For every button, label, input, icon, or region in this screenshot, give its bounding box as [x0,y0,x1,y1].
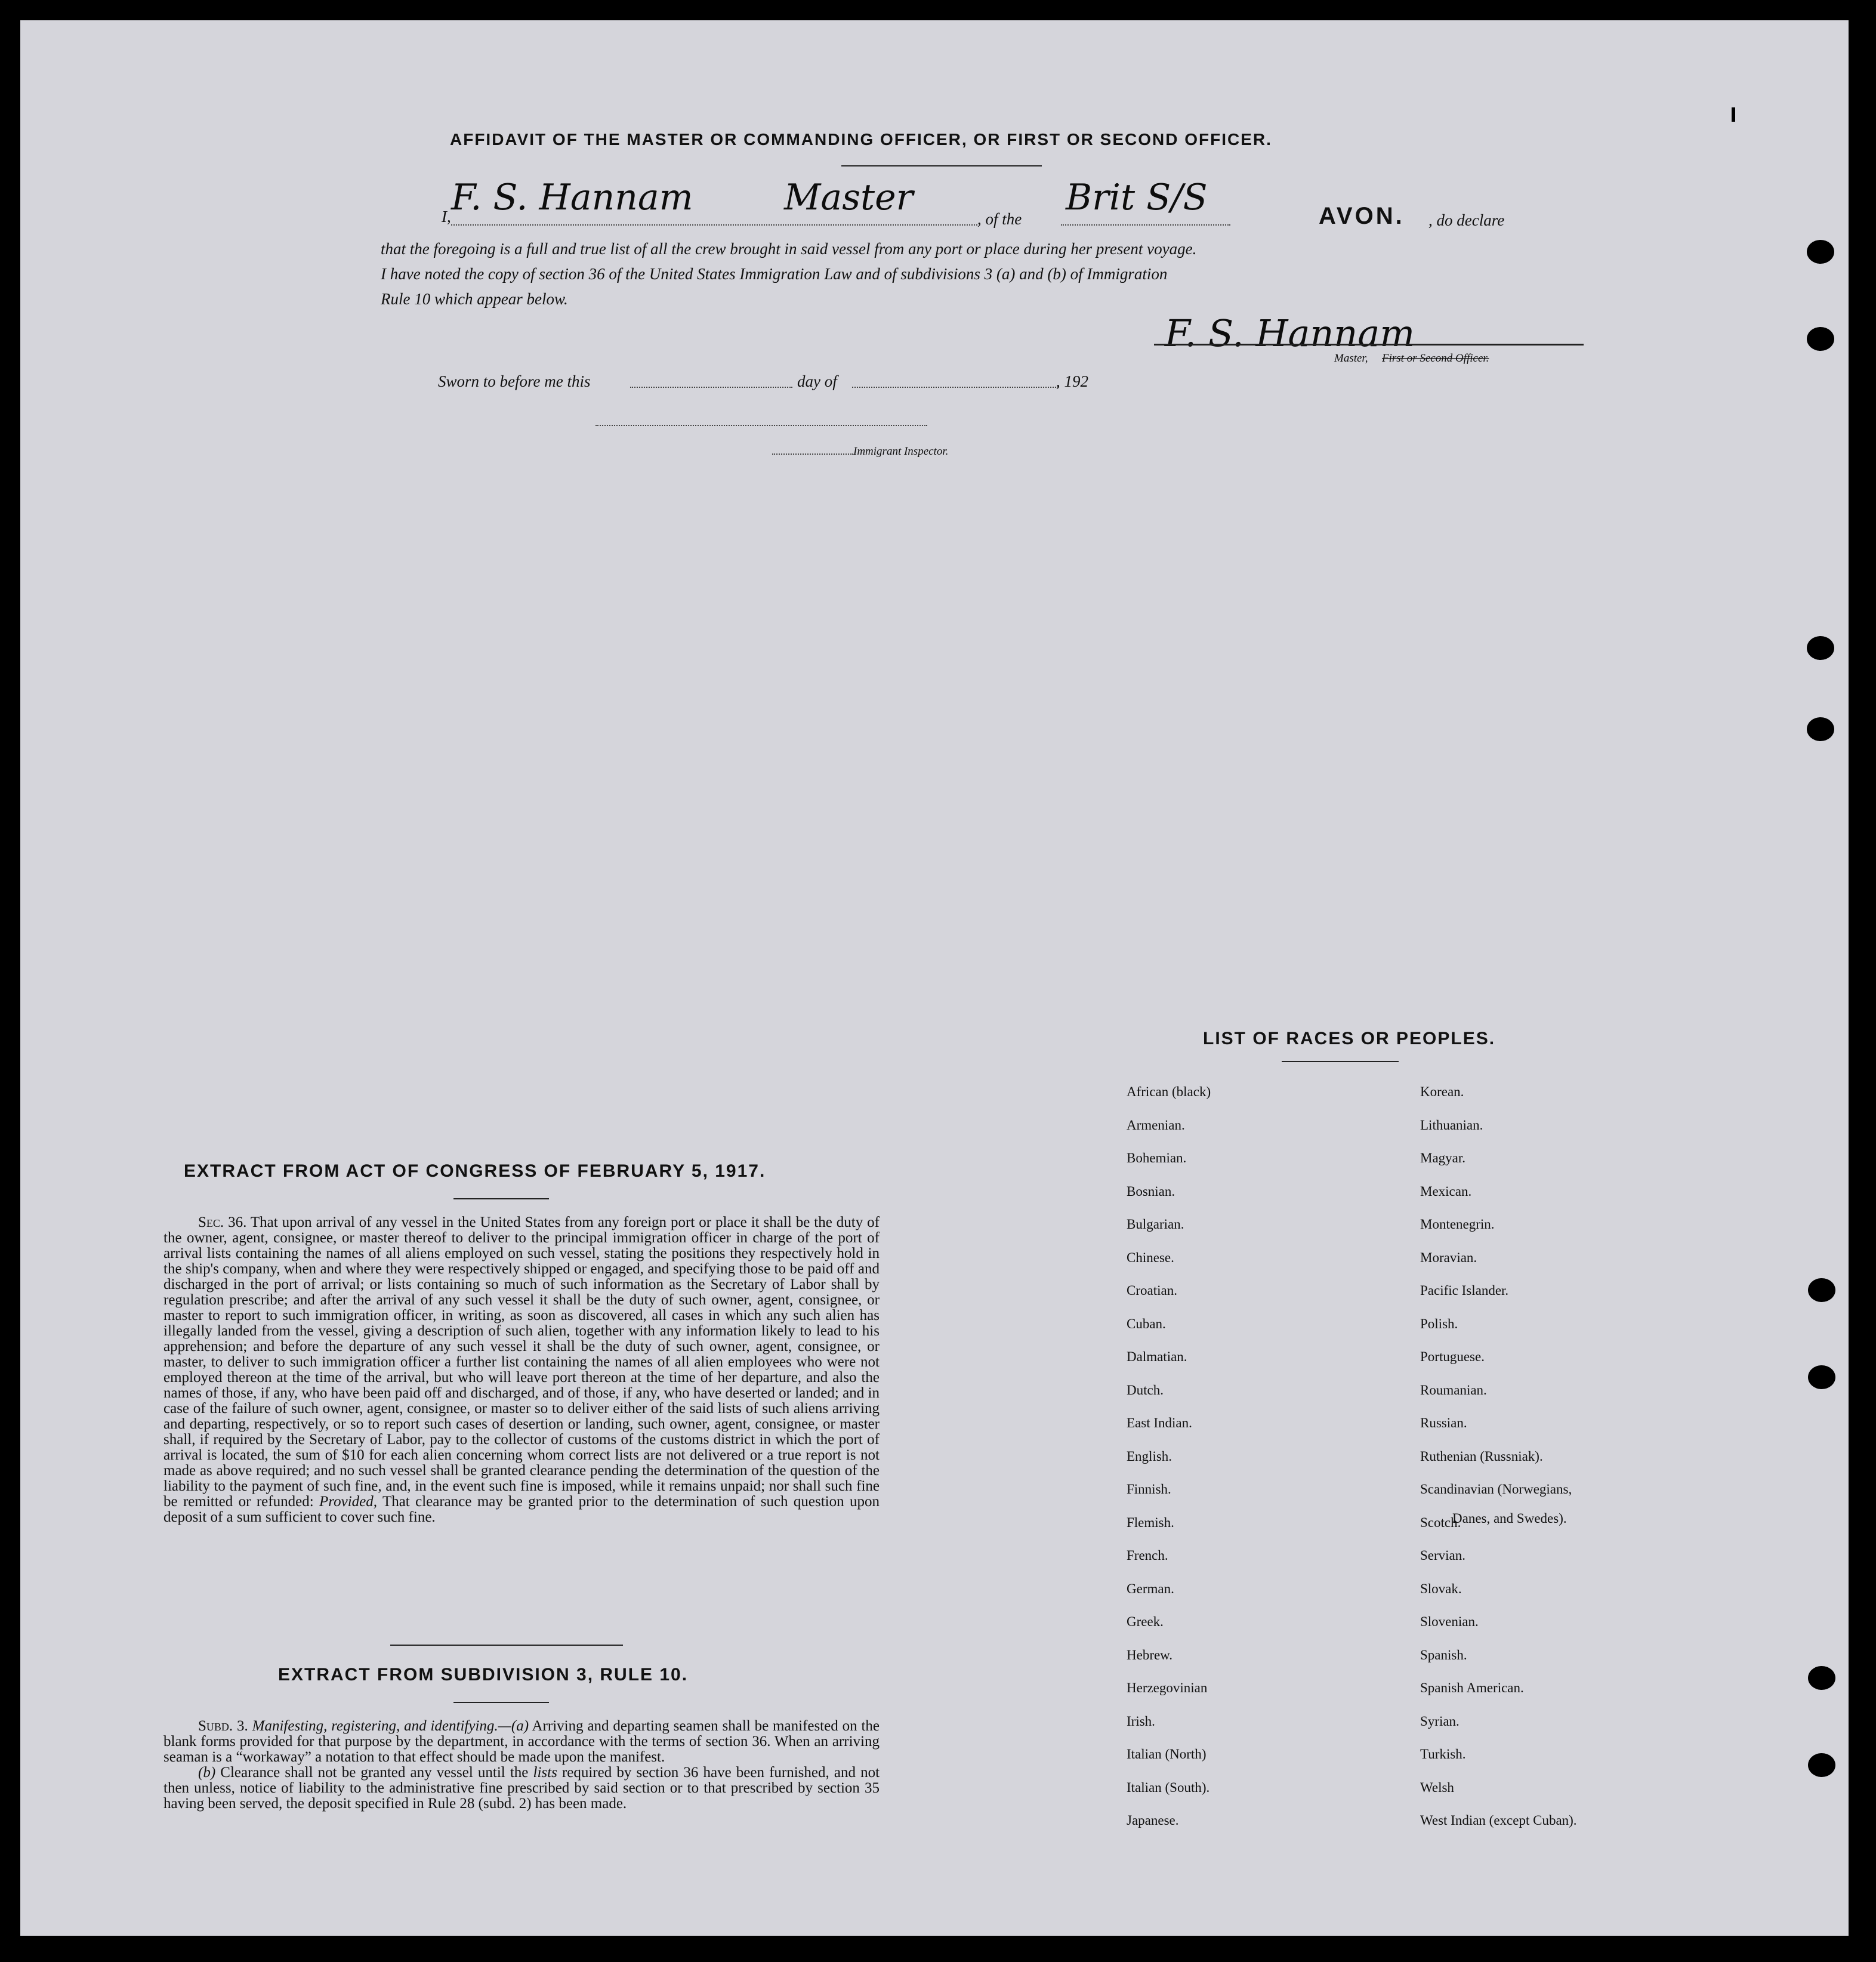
race-item: Turkish. [1420,1747,1466,1762]
race-item: Mexican. [1420,1183,1472,1199]
races-title: LIST OF RACES OR PEOPLES. [1203,1029,1496,1048]
race-item: Irish. [1127,1713,1155,1729]
race-item: Bulgarian. [1127,1217,1184,1232]
act-title: EXTRACT FROM ACT OF CONGRESS OF FEBRUARY 5, 1917. [184,1161,766,1181]
punch-hole [1808,1365,1835,1389]
vessel-name-stamp: AVON. [1319,203,1405,229]
year-suffix: , 192 [1056,372,1088,390]
signature-caption-struck: First or Second Officer. [1382,352,1489,365]
rule-title: EXTRACT FROM SUBDIVISION 3, RULE 10. [278,1665,689,1685]
race-item: Chinese. [1127,1250,1174,1265]
race-item: East Indian. [1127,1415,1192,1430]
handwritten-name: F. S. Hannam [451,177,693,218]
race-item: Lithuanian. [1420,1117,1483,1133]
master-signature: F. S. Hannam [1165,311,1415,355]
race-item: West Indian (except Cuban). [1420,1813,1577,1828]
race-item: Dutch. [1127,1382,1164,1398]
inspector-caption-line [772,454,853,455]
sec-label: Sec. 36. [198,1214,247,1230]
declaration-line-2: that the foregoing is a full and true list of all the crew brought in said vessel from any port or place during her present voyage. [381,240,1197,258]
race-item: Herzegovinian [1127,1680,1208,1695]
do-declare-label: , do declare [1428,211,1505,229]
provided-label: Provided, [319,1494,377,1510]
race-item: Slovenian. [1420,1614,1479,1629]
rule-para-b-lists: lists [533,1764,557,1781]
race-item: Montenegrin. [1420,1217,1495,1232]
margin-mark [1732,107,1735,122]
inspector-caption: Immigrant Inspector. [853,445,949,458]
race-item: Greek. [1127,1614,1164,1629]
act-body: That upon arrival of any vessel in the United States from any foreign port or place it shall be the duty of the owner, agent, consignee, or master thereof to deliver to the principal immigration officer in charge of the port of arrival lists containing the names of all aliens employed on such vessel, stating the positions they respectively hold in the ship's company, when and where they were respectively shipped or engaged, and specifying those to be paid off and discharged in the port of arrival; or lists containing so much of such information as the Secretary of Labor shall by regulation prescribe; and after the arrival of any such vessel it shall be the duty of such owner, agent, consignee, or master to report to such immigration officer, in writing, as soon as discovered, all cases in which any such alien has illegally landed from the vessel, giving a description of such alien, together with any information likely to lead to his apprehension; and before the departure of any such vessel it shall be the duty of such owner, agent, consignee, or master, to deliver to such immigration officer a further list containing the names of all alien employees who were not employed thereon at the time of the arrival, but who will leave port thereon at the time of her departure, and also the names of those, if any, who have been paid off and discharged, and of those, if any, who have deserted or landed; and in case of the failure of such owner, agent, consignee, or master so to deliver either of the said lists of such aliens arriving and departing, respectively, or so to report such cases of desertion or landing, such owner, agent, consignee, or master shall, if required by the Secretary of Labor, pay to the collector of customs of the customs district in which the port of arrival is located, the sum of $10 for each alien concerning whom correct lists are not delivered or a true report is not made as above required; and no such vessel shall be granted clearance pending the determination of the question of the liability to the payment of such fine, and, in the event such fine is imposed, while it remains unpaid; nor shall such fine be remitted or refunded: [163,1214,880,1510]
race-item: Flemish. [1127,1514,1174,1530]
race-item: Italian (South). [1127,1779,1210,1795]
inspector-signature-line [595,425,927,426]
race-item: Polish. [1420,1316,1458,1331]
races-column-1 [1127,1085,1211,1847]
sworn-month-line [852,387,1059,388]
of-the-label: , of the [977,210,1022,228]
race-item: Syrian. [1420,1713,1460,1729]
rule-para-a: Arriving and departing seamen shall be manifested on the blank forms provided for that purpose by the department, in accordance with the terms of section 36. When an arriving seaman is a “workaway” a notation to that effect should be made upon the manifest. [163,1718,880,1765]
declaration-line-3: I have noted the copy of section 36 of the United States Immigration Law and of subdivisions 3 (a) and (b) of Immigration [381,265,1168,283]
punch-hole [1807,240,1834,264]
rule-para-b-2: required by section 36 have been furnished, and not then unless, notice of liability to the administrative fine prescribed by said section or to that prescribed by section 35 having been served, the deposit specified in Rule 28 (subd. 2) has been made. [163,1764,880,1812]
rule-title-rule [453,1702,549,1703]
punch-hole [1807,636,1834,660]
race-item: Italian (North) [1127,1747,1207,1762]
race-item: Portuguese. [1420,1349,1485,1364]
punch-hole [1807,717,1834,741]
race-item: Roumanian. [1420,1382,1487,1398]
handwritten-rank: Master [784,177,914,218]
race-item: Moravian. [1420,1250,1477,1265]
name-line [451,224,977,226]
race-item: Finnish. [1127,1482,1171,1497]
affidavit-title: AFFIDAVIT OF THE MASTER OR COMMANDING OFFICER, OR FIRST OR SECOND OFFICER. [450,130,1272,149]
b-label: (b) [198,1764,216,1781]
race-item: Slovak. [1420,1581,1462,1596]
race-item: Cuban. [1127,1316,1166,1331]
punch-hole [1808,1278,1835,1302]
rule-text [163,1719,880,1812]
act-divider [390,1645,623,1646]
declaration-line-4: Rule 10 which appear below. [381,290,568,308]
rule-para-b-1: Clearance shall not be granted any vessel until the [220,1764,529,1781]
act-text [163,1215,880,1525]
race-item: Hebrew. [1127,1647,1173,1662]
race-item: English. [1127,1448,1172,1464]
act-body-end: That clearance may be granted prior to the determination of such question upon deposit of a sum sufficient to cover such fine. [163,1494,880,1525]
races-title-rule [1282,1061,1399,1062]
declaration-i-label: I, [442,208,451,226]
flag-line [1061,224,1230,226]
document-sheet [20,20,1849,1936]
race-item: French. [1127,1548,1168,1563]
subd-label: Subd. 3. [198,1718,248,1734]
race-item: Korean. [1420,1084,1464,1099]
signature-flourish [1154,344,1584,345]
race-item: Dalmatian. [1127,1349,1187,1364]
sworn-day-line [630,387,792,388]
race-item: Servian. [1420,1548,1466,1563]
race-item: German. [1127,1581,1174,1596]
race-item: Scandinavian (Norwegians, [1420,1482,1572,1497]
punch-hole [1807,327,1834,351]
race-item-continuation: Danes, and Swedes). [1452,1511,1567,1526]
punch-hole [1808,1753,1835,1777]
race-item: Pacific Islander. [1420,1283,1509,1298]
races-column-2 [1420,1085,1577,1847]
punch-hole [1808,1666,1835,1690]
handwritten-flag: Brit S/S [1066,177,1208,218]
race-item: Japanese. [1127,1813,1179,1828]
race-item: Spanish American. [1420,1680,1524,1695]
race-item: African (black) [1127,1084,1211,1099]
day-of-label: day of [797,372,837,390]
act-title-rule [453,1198,549,1199]
race-item: Bosnian. [1127,1183,1175,1199]
race-item: Ruthenian (Russniak). [1420,1448,1543,1464]
sworn-label: Sworn to before me this [438,372,591,390]
race-item: Armenian. [1127,1117,1185,1133]
title-underline [841,165,1042,166]
race-item: Magyar. [1420,1150,1466,1165]
race-item: Russian. [1420,1415,1467,1430]
subd-heading: Manifesting, registering, and identifying.—(a) [252,1718,529,1734]
race-item: Welsh [1420,1779,1454,1795]
race-item: Bohemian. [1127,1150,1187,1165]
race-item: Scotch. [1420,1514,1461,1530]
race-item: Spanish. [1420,1647,1467,1662]
race-item: Croatian. [1127,1283,1177,1298]
signature-caption-master: Master, [1334,352,1368,365]
